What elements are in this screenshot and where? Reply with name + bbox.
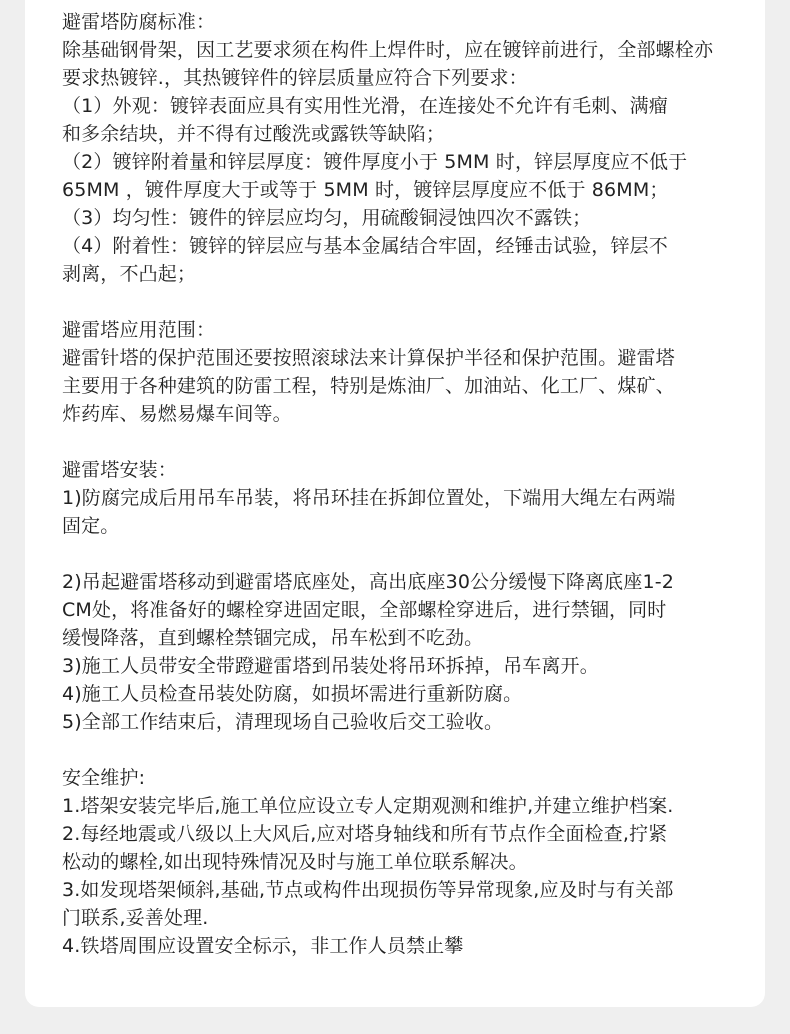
text-line: 2.每经地震或八级以上大风后,应对塔身轴线和所有节点作全面检查,拧紧 — [62, 823, 668, 845]
text-line: 65MM ，镀件厚度大于或等于 5MM 时，镀锌层厚度应不低于 86MM； — [62, 179, 669, 201]
text-line: 1)防腐完成后用吊车吊装，将吊环挂在拆卸位置处，下端用大绳左右两端 — [62, 487, 676, 509]
text-line: 固定。 — [62, 515, 120, 537]
paragraph-spacer — [62, 428, 762, 456]
text-line: 4.铁塔周围应设置安全标示，非工作人员禁止攀 — [62, 935, 464, 957]
text-line: 缓慢降落，直到螺栓禁锢完成，吊车松到不吃劲。 — [62, 627, 484, 649]
text-line: （4）附着性：镀锌的锌层应与基本金属结合牢固，经锤击试验，锌层不 — [62, 235, 668, 257]
text-line: 1.塔架安装完毕后,施工单位应设立专人定期观测和维护,并建立维护档案. — [62, 795, 674, 817]
text-line: 安全维护: — [62, 767, 146, 789]
text-line: 避雷塔应用范围： — [62, 319, 216, 341]
paragraph-spacer — [62, 288, 762, 316]
text-line: 2)吊起避雷塔移动到避雷塔底座处，高出底座30公分缓慢下降离底座1-2 — [62, 571, 674, 593]
text-line: 4)施工人员检查吊装处防腐，如损坏需进行重新防腐。 — [62, 683, 523, 705]
text-line: 除基础钢骨架，因工艺要求须在构件上焊件时，应在镀锌前进行，全部螺栓亦 — [62, 39, 714, 61]
text-line: 剥离，不凸起； — [62, 263, 197, 285]
text-line: 避雷塔防腐标准： — [62, 11, 216, 33]
text-line: 避雷针塔的保护范围还要按照滚球法来计算保护半径和保护范围。避雷塔 — [62, 347, 675, 369]
text-line: 门联系,妥善处理. — [62, 907, 209, 929]
text-line: 5)全部工作结束后，清理现场自己验收后交工验收。 — [62, 711, 504, 733]
article-body — [62, 8, 762, 960]
text-line: 炸药库、易燃易爆车间等。 — [62, 403, 292, 425]
text-line: 避雷塔安装： — [62, 459, 177, 481]
text-line: 3.如发现塔架倾斜,基础,节点或构件出现损伤等异常现象,应及时与有关部 — [62, 879, 674, 901]
text-line: CM处，将准备好的螺栓穿进固定眼，全部螺栓穿进后，进行禁锢，同时 — [62, 599, 667, 621]
text-line: （3）均匀性：镀件的锌层应均匀，用硫酸铜浸蚀四次不露铁； — [62, 207, 592, 229]
paragraph-spacer — [62, 540, 762, 568]
text-line: （1）外观：镀锌表面应具有实用性光滑，在连接处不允许有毛刺、满瘤 — [62, 95, 668, 117]
text-line: 和多余结块，并不得有过酸洗或露铁等缺陷； — [62, 123, 446, 145]
text-line: 3)施工人员带安全带蹬避雷塔到吊装处将吊环拆掉，吊车离开。 — [62, 655, 599, 677]
text-line: 松动的螺栓,如出现特殊情况及时与施工单位联系解决。 — [62, 851, 528, 873]
text-line: 主要用于各种建筑的防雷工程，特别是炼油厂、加油站、化工厂、煤矿、 — [62, 375, 675, 397]
text-line: 要求热镀锌.，其热镀锌件的锌层质量应符合下列要求： — [62, 67, 528, 89]
text-line: （2）镀锌附着量和锌层厚度：镀件厚度小于 5MM 时，锌层厚度应不低于 — [62, 151, 688, 173]
paragraph-spacer — [62, 736, 762, 764]
